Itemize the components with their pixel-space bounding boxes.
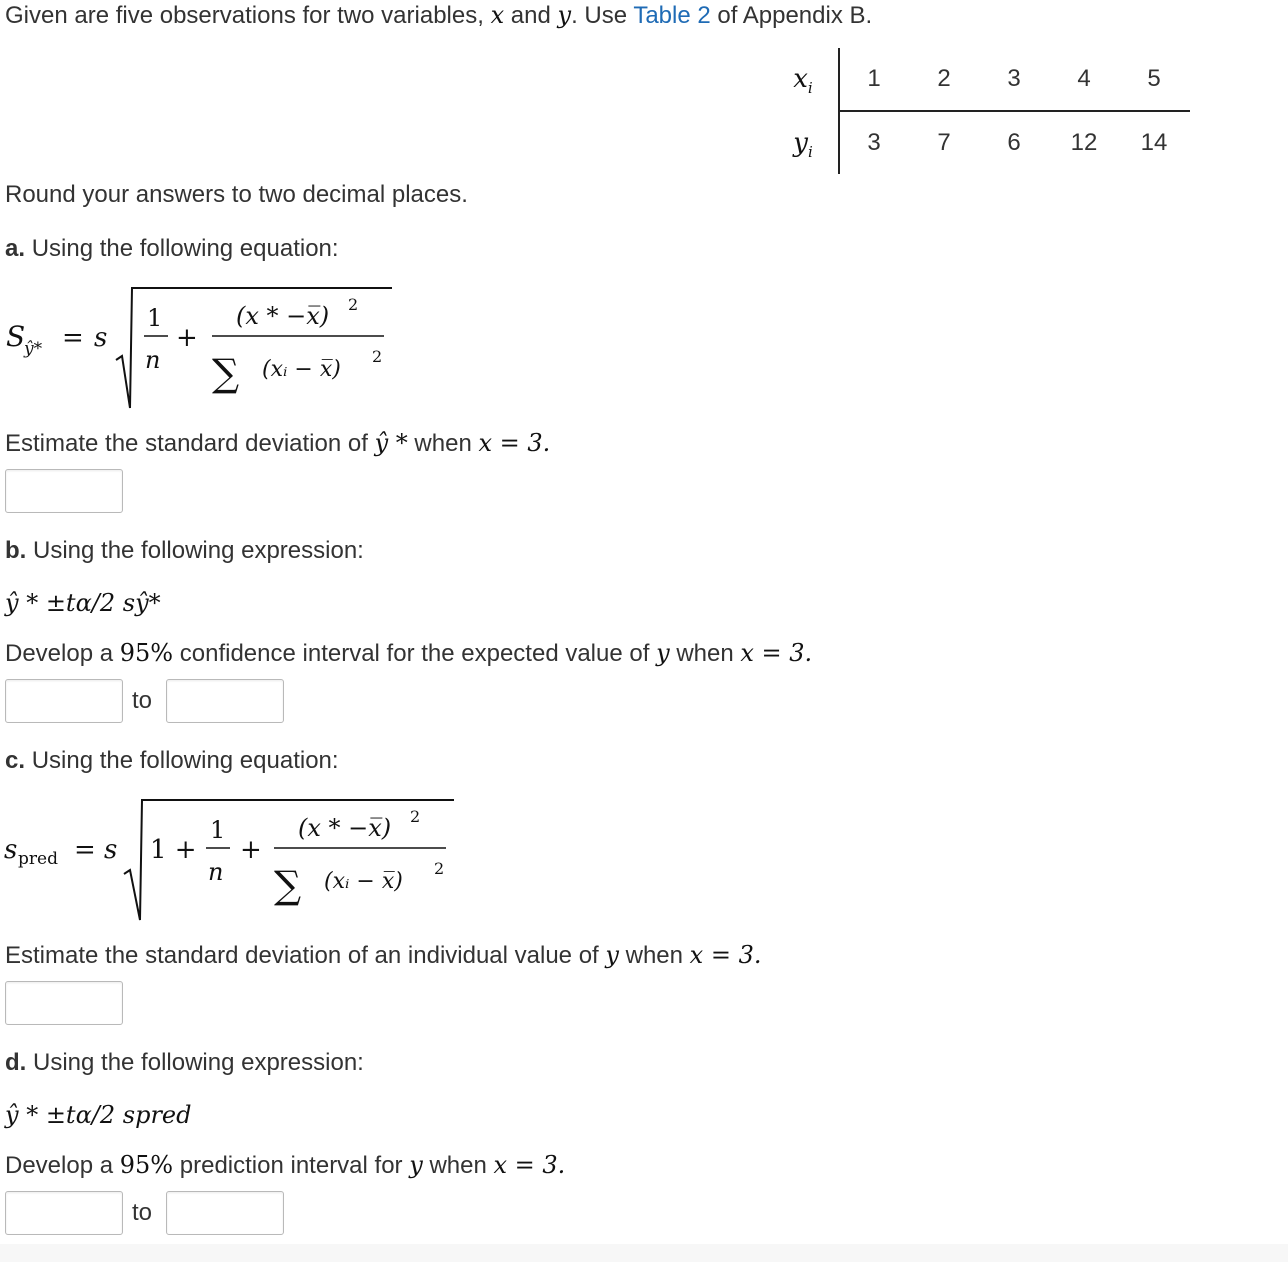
intro-part-2: . Use <box>571 2 628 29</box>
answer-b-lower-input[interactable] <box>5 679 123 723</box>
svg-text:(x * −x̅): (x * −x̅) <box>236 302 330 330</box>
part-d-letter: d. <box>5 1049 27 1076</box>
svg-text:pred: pred <box>18 849 58 869</box>
part-a-prompt-text: Estimate the standard deviation of <box>5 430 368 457</box>
page-bottom-edge <box>0 1244 1288 1262</box>
svg-text:n: n <box>145 346 161 374</box>
svg-text:2: 2 <box>348 295 359 314</box>
x-value: 3 <box>1007 65 1021 92</box>
part-d-heading <box>5 1048 364 1078</box>
part-b-heading <box>5 536 364 566</box>
part-c-heading <box>5 746 339 776</box>
part-a-heading-text: Using the following equation: <box>31 235 339 262</box>
part-b-prompt-text-2: confidence interval for the expected value of <box>179 640 650 667</box>
y-value: 3 <box>867 129 881 156</box>
y-value: 12 <box>1070 129 1098 156</box>
y-value: 6 <box>1007 129 1021 156</box>
part-d-prompt-text-2: prediction interval for <box>179 1152 403 1179</box>
part-d-prompt <box>5 1150 565 1181</box>
intro-part-3: of Appendix B. <box>717 2 873 29</box>
part-c-when: when <box>625 942 683 969</box>
svg-text:=: = <box>62 323 84 353</box>
svg-text:2: 2 <box>372 347 383 366</box>
prediction-level: 95% <box>119 1151 174 1179</box>
x-condition: x = 3. <box>478 429 551 457</box>
part-c-heading-text: Using the following equation: <box>31 747 339 774</box>
part-b-expression: ŷ * ±tα/2 sŷ* <box>5 589 161 617</box>
x-condition: x = 3. <box>740 639 813 667</box>
interval-to-label: to <box>132 687 153 714</box>
intro-and: and <box>510 2 551 29</box>
svg-text:+: + <box>240 835 262 865</box>
svg-text:1: 1 <box>210 816 226 844</box>
part-a-letter: a. <box>5 235 26 262</box>
part-c-prompt <box>5 940 761 971</box>
svg-text:(xᵢ − x̅): (xᵢ − x̅) <box>324 869 403 894</box>
svg-text:2: 2 <box>434 859 445 878</box>
svg-text:ŷ*: ŷ* <box>24 339 43 359</box>
round-note: Round your answers to two decimal places. <box>5 181 468 208</box>
svg-text:∑: ∑ <box>274 863 302 907</box>
y-value: 7 <box>937 129 951 156</box>
var-y: y <box>605 941 619 969</box>
var-x: x <box>490 1 505 29</box>
y-hat-star: ŷ * <box>374 429 408 457</box>
part-a-prompt <box>5 428 550 459</box>
part-c-letter: c. <box>5 747 26 774</box>
part-c-prompt-text: Estimate the standard deviation of an individual value of <box>5 942 599 969</box>
table-horizontal-rule <box>838 110 1190 112</box>
part-d-prompt-text: Develop a <box>5 1152 114 1179</box>
svg-text:S: S <box>6 320 26 353</box>
svg-text:n: n <box>208 858 224 886</box>
svg-text:s: s <box>94 323 108 353</box>
var-y: y <box>409 1151 423 1179</box>
x-condition: x = 3. <box>493 1151 566 1179</box>
part-b-letter: b. <box>5 537 27 564</box>
svg-text:+: + <box>176 323 198 353</box>
part-d-expression: ŷ * ±tα/2 spred <box>5 1101 192 1129</box>
answer-d-lower-input[interactable] <box>5 1191 123 1235</box>
part-b-prompt <box>5 638 812 669</box>
svg-text:1 +: 1 + <box>150 835 197 865</box>
svg-text:∑: ∑ <box>212 351 240 395</box>
answer-c-input[interactable] <box>5 981 123 1025</box>
part-a-heading <box>5 234 339 264</box>
x-row-header: $x_i$ <box>793 64 813 98</box>
part-d-heading-text: Using the following expression: <box>33 1049 364 1076</box>
part-b-heading-text: Using the following expression: <box>33 537 364 564</box>
var-y: y <box>557 1 572 29</box>
svg-text:s: s <box>4 835 18 865</box>
part-d-when: when <box>429 1152 487 1179</box>
x-value: 2 <box>937 65 951 92</box>
answer-a-input[interactable] <box>5 469 123 513</box>
appendix-table-link[interactable]: Table 2 <box>633 2 711 29</box>
answer-d-upper-input[interactable] <box>166 1191 284 1235</box>
svg-text:s: s <box>104 835 118 865</box>
x-value: 4 <box>1077 65 1091 92</box>
x-value: 1 <box>867 65 881 92</box>
y-value: 14 <box>1140 129 1168 156</box>
svg-text:(x * −x̅): (x * −x̅) <box>298 814 392 842</box>
x-condition: x = 3. <box>689 941 762 969</box>
equation-s-yhat <box>0 280 420 414</box>
intro-text <box>5 0 872 31</box>
part-a-when: when <box>414 430 472 457</box>
var-y: y <box>656 639 670 667</box>
intro-part-1: Given are five observations for two variables, <box>5 2 484 29</box>
confidence-level: 95% <box>119 639 174 667</box>
svg-text:(xᵢ − x̅): (xᵢ − x̅) <box>262 357 341 382</box>
y-row-header: $y_i$ <box>793 128 813 162</box>
interval-to-label: to <box>132 1199 153 1226</box>
answer-b-upper-input[interactable] <box>166 679 284 723</box>
svg-text:2: 2 <box>410 807 421 826</box>
part-b-when: when <box>676 640 734 667</box>
svg-text:1: 1 <box>147 304 163 332</box>
part-b-prompt-text: Develop a <box>5 640 114 667</box>
equation-s-pred <box>0 792 470 926</box>
x-value: 5 <box>1147 65 1161 92</box>
svg-text:=: = <box>74 835 96 865</box>
